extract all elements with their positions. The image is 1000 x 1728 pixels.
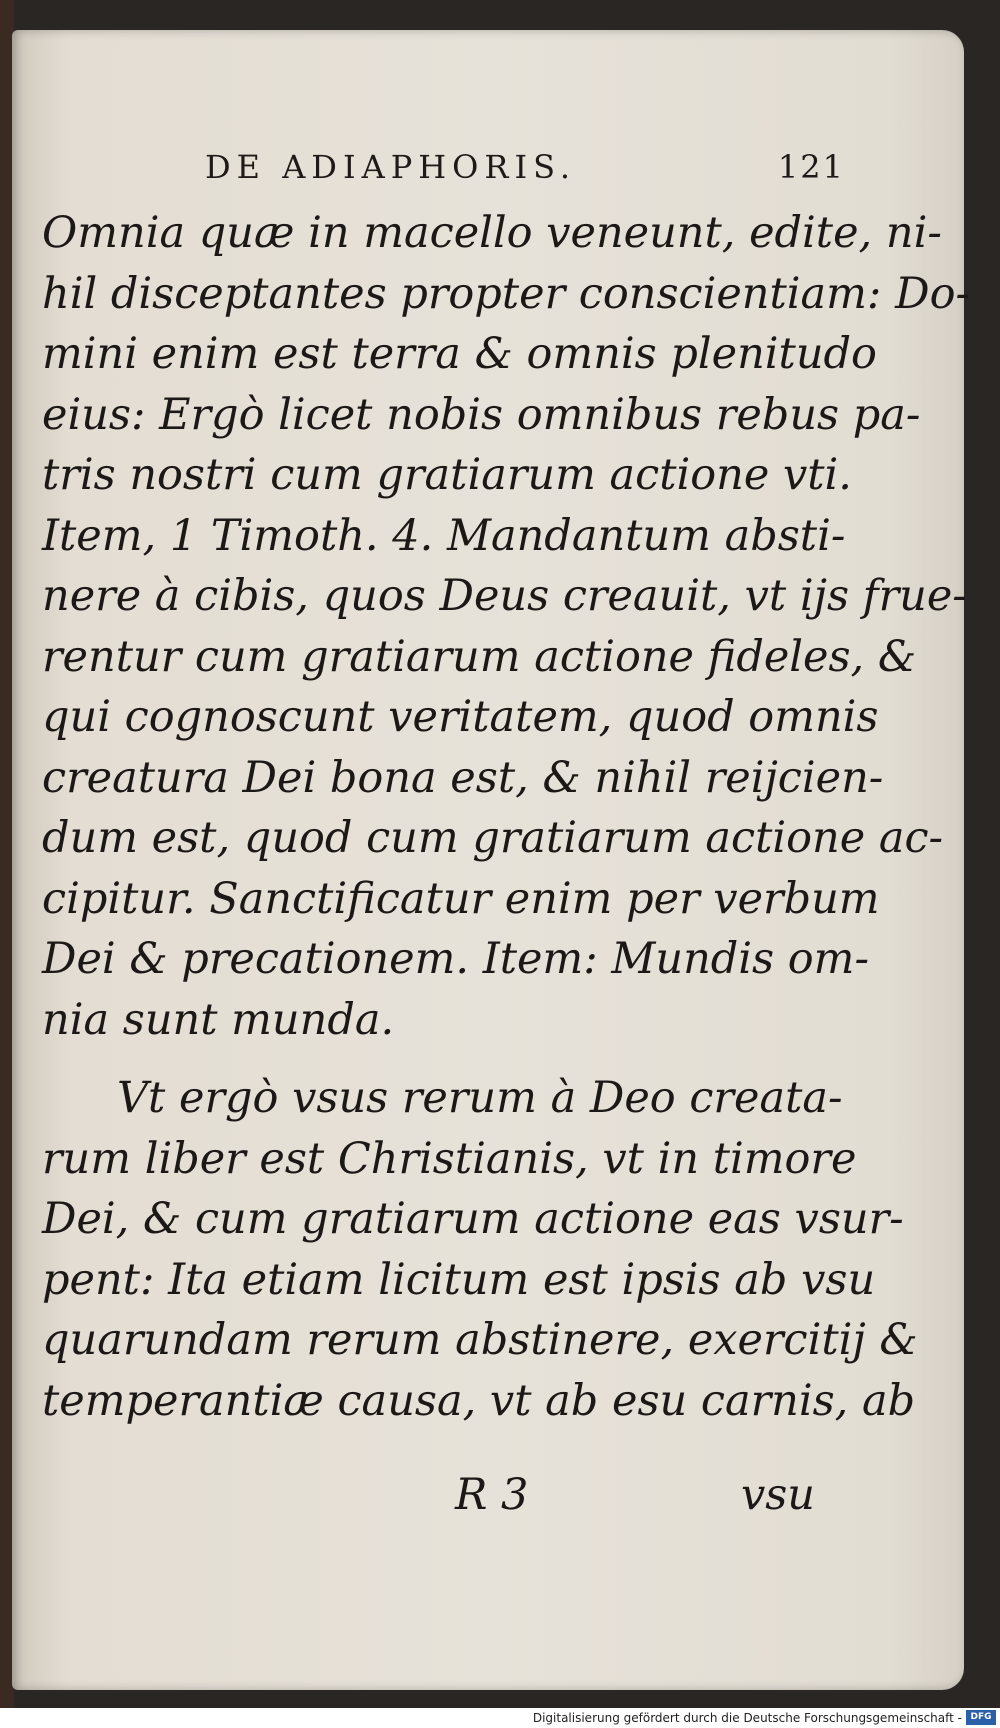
paragraph-gap [42, 1050, 842, 1068]
text-line: dum est, quod cum gratiarum actione ac- [42, 813, 944, 863]
paragraph-2 [42, 1068, 918, 1431]
text-line: creatura Dei bona est, & nihil reijcien- [42, 752, 884, 803]
digitization-credit: Digitalisierung gefördert durch die Deutsche Forschungsgemeinschaft - [532, 1711, 962, 1725]
dfg-logo-icon: DFG [966, 1710, 996, 1725]
text-line: pent: Ita etiam licitum est ipsis ab vsu [42, 1254, 876, 1305]
paragraph-1 [42, 203, 970, 1050]
text-line: nere à cibis, quos Deus creauit, vt ijs frue- [42, 571, 967, 621]
text-line: Dei & precationem. Item: Mundis om- [42, 934, 869, 984]
text-line: Dei, & cum gratiarum actione eas vsur- [42, 1194, 904, 1244]
text-block [42, 203, 970, 1431]
page-number: 121 [777, 148, 845, 186]
text-line: quarundam rerum abstinere, exercitij & [42, 1315, 918, 1365]
text-line: temperantiæ causa, vt ab esu carnis, ab [42, 1375, 916, 1426]
text-line: rentur cum gratiarum actione fideles, & [42, 631, 917, 682]
text-line: Omnia quæ in macello veneunt, edite, ni- [42, 208, 942, 258]
text-line: Item, 1 Timoth. 4. Mandantum absti- [42, 510, 846, 561]
text-line: Vt ergò vsus rerum à Deo creata- [117, 1073, 843, 1123]
page-header [205, 148, 845, 194]
text-line: eius: Ergò licet nobis omnibus rebus pa- [42, 389, 921, 440]
text-line: rum liber est Christianis, vt in timore [42, 1133, 857, 1184]
signature-mark: R 3 [455, 1470, 529, 1520]
running-title: DE ADIAPHORIS. [205, 148, 577, 186]
catchword: vsu [740, 1470, 815, 1520]
page-footer [455, 1470, 815, 1530]
text-line: hil disceptantes propter conscientiam: Do- [42, 268, 970, 319]
text-line: nia sunt munda. [42, 994, 395, 1045]
text-line: mini enim est terra & omnis plenitudo [42, 329, 877, 379]
text-line: qui cognoscunt veritatem, quod omnis [42, 692, 879, 742]
text-line: tris nostri cum gratiarum actione vti. [42, 450, 852, 500]
text-line: cipitur. Sanctificatur enim per verbum [42, 873, 880, 924]
